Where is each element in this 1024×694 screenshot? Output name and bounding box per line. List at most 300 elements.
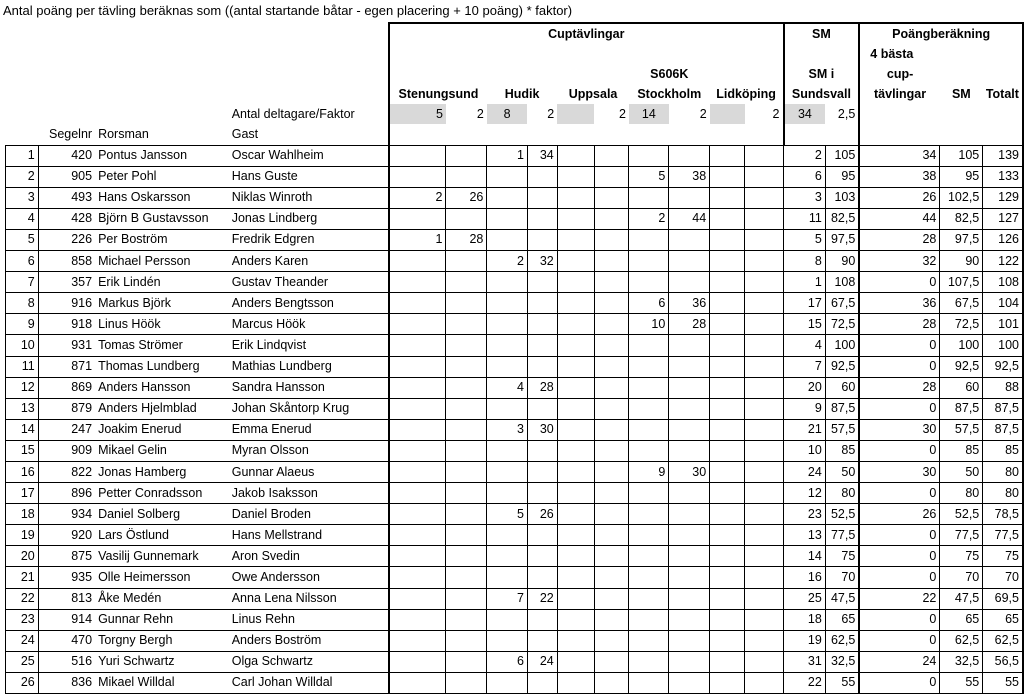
gast-cell: Olga Schwartz xyxy=(229,651,389,672)
sm-points-cell: 67,5 xyxy=(940,293,983,314)
sm-points-cell: 85 xyxy=(940,440,983,461)
sm-points-cell: 92,5 xyxy=(940,356,983,377)
rorsman-header: Rorsman xyxy=(98,127,149,142)
cup-points-cell: 0 xyxy=(859,609,940,630)
rank-cell: 6 xyxy=(6,251,39,272)
cup-points-cell: 28 xyxy=(859,314,940,335)
sthlm-score-cell xyxy=(669,567,710,588)
hudik-place-cell xyxy=(487,609,528,630)
rank-cell: 16 xyxy=(6,461,39,482)
table-row xyxy=(6,187,1024,208)
segelnr-cell: 493 xyxy=(38,187,95,208)
total-points-cell: 101 xyxy=(983,314,1023,335)
sm-points-cell: 77,5 xyxy=(940,525,983,546)
sthlm-n: 14 xyxy=(629,104,669,124)
rank-cell: 24 xyxy=(6,630,39,651)
sten-score-cell xyxy=(446,440,487,461)
lid-place-cell xyxy=(710,440,745,461)
gast-cell: Hans Guste xyxy=(229,166,389,187)
sten-place-cell xyxy=(389,672,446,693)
lid-score-cell xyxy=(745,567,784,588)
gast-cell: Daniel Broden xyxy=(229,504,389,525)
sm-points-cell: 32,5 xyxy=(940,651,983,672)
header-row-3 xyxy=(6,64,1024,84)
sten-score-cell xyxy=(446,398,487,419)
lid-place-cell xyxy=(710,588,745,609)
lid-place-cell xyxy=(710,419,745,440)
sthlm-score-cell xyxy=(669,335,710,356)
lid-place-cell xyxy=(710,398,745,419)
rank-cell: 5 xyxy=(6,229,39,250)
gast-cell: Jakob Isaksson xyxy=(229,483,389,504)
segelnr-cell: 247 xyxy=(38,419,95,440)
cup-points-cell: 28 xyxy=(859,377,940,398)
lid-score-cell xyxy=(745,145,784,166)
header-s606k: S606K xyxy=(650,66,689,81)
sten-score-cell xyxy=(446,525,487,546)
total-points-cell: 139 xyxy=(983,145,1023,166)
cup-points-cell: 28 xyxy=(859,229,940,250)
rank-cell: 8 xyxy=(6,293,39,314)
segelnr-header: Segelnr xyxy=(48,127,93,142)
rank-cell: 25 xyxy=(6,651,39,672)
sm-points-cell: 102,5 xyxy=(940,187,983,208)
sthlm-score-cell xyxy=(669,398,710,419)
sm-score-cell: 52,5 xyxy=(825,504,859,525)
lid-place-cell xyxy=(710,461,745,482)
sten-place-cell xyxy=(389,145,446,166)
sten-score-cell xyxy=(446,272,487,293)
lid-place-cell xyxy=(710,525,745,546)
upp-place-cell xyxy=(557,440,594,461)
total-points-cell: 127 xyxy=(983,208,1023,229)
cup-points-cell: 34 xyxy=(859,145,940,166)
cup-points-cell: 26 xyxy=(859,504,940,525)
rorsman-cell: Jonas Hamberg xyxy=(95,461,229,482)
sthlm-place-cell xyxy=(629,672,669,693)
total-points-cell: 108 xyxy=(983,272,1023,293)
total-points-cell: 122 xyxy=(983,251,1023,272)
sm-points-cell: 95 xyxy=(940,166,983,187)
total-points-cell: 87,5 xyxy=(983,419,1023,440)
sthlm-place-cell xyxy=(629,272,669,293)
lid-place-cell xyxy=(710,208,745,229)
cup-points-cell: 0 xyxy=(859,483,940,504)
gast-cell: Sandra Hansson xyxy=(229,377,389,398)
sten-place-cell xyxy=(389,419,446,440)
gast-cell: Owe Andersson xyxy=(229,567,389,588)
sm-place-cell: 14 xyxy=(784,546,826,567)
sthlm-place-cell: 9 xyxy=(629,461,669,482)
lid-score-cell xyxy=(745,504,784,525)
sm-points-cell: 55 xyxy=(940,672,983,693)
lid-place-cell xyxy=(710,272,745,293)
sm-points-cell: 50 xyxy=(940,461,983,482)
header-row-2 xyxy=(6,44,1024,64)
sm-points-cell: 65 xyxy=(940,609,983,630)
sten-place-cell xyxy=(389,546,446,567)
total-points-cell: 80 xyxy=(983,483,1023,504)
sm-score-cell: 55 xyxy=(825,672,859,693)
hudik-score-cell: 32 xyxy=(527,251,557,272)
gast-cell: Marcus Höök xyxy=(229,314,389,335)
sm-points-cell: 47,5 xyxy=(940,588,983,609)
hudik-score-cell xyxy=(527,609,557,630)
cup-points-cell: 24 xyxy=(859,651,940,672)
upp-score-cell xyxy=(594,272,629,293)
sthlm-place-cell xyxy=(629,229,669,250)
sthlm-place-cell xyxy=(629,145,669,166)
sten-place-cell xyxy=(389,567,446,588)
total-points-cell: 133 xyxy=(983,166,1023,187)
sthlm-place-cell xyxy=(629,525,669,546)
sthlm-score-cell: 30 xyxy=(669,461,710,482)
lid-place-cell xyxy=(710,229,745,250)
segelnr-cell: 935 xyxy=(38,567,95,588)
table-row xyxy=(6,145,1024,166)
total-points-cell: 88 xyxy=(983,377,1023,398)
upp-score-cell xyxy=(594,461,629,482)
sm-points-cell: 57,5 xyxy=(940,419,983,440)
table-row xyxy=(6,483,1024,504)
segelnr-cell: 357 xyxy=(38,272,95,293)
upp-place-cell xyxy=(557,335,594,356)
upp-score-cell xyxy=(594,419,629,440)
segelnr-cell: 914 xyxy=(38,609,95,630)
antal-faktor-label: Antal deltagare/Faktor xyxy=(231,106,355,121)
sm-place-cell: 25 xyxy=(784,588,826,609)
rank-cell: 21 xyxy=(6,567,39,588)
upp-score-cell xyxy=(594,588,629,609)
sthlm-place-cell xyxy=(629,609,669,630)
rank-cell: 26 xyxy=(6,672,39,693)
rorsman-cell: Petter Conradsson xyxy=(95,483,229,504)
total-points-cell: 69,5 xyxy=(983,588,1023,609)
hudik-score-cell: 24 xyxy=(527,651,557,672)
table-row xyxy=(6,567,1024,588)
lid-place-cell xyxy=(710,630,745,651)
upp-place-cell xyxy=(557,609,594,630)
hudik-score-cell: 34 xyxy=(527,145,557,166)
rank-cell: 18 xyxy=(6,504,39,525)
sthlm-score-cell xyxy=(669,440,710,461)
hudik-place-cell xyxy=(487,272,528,293)
upp-place-cell xyxy=(557,588,594,609)
upp-place-cell xyxy=(557,525,594,546)
sten-place-cell xyxy=(389,314,446,335)
cup-points-cell: 0 xyxy=(859,398,940,419)
hudik-place-cell xyxy=(487,187,528,208)
sm-points-cell: 97,5 xyxy=(940,229,983,250)
upp-place-cell xyxy=(557,272,594,293)
rorsman-cell: Joakim Enerud xyxy=(95,419,229,440)
lid-score-cell xyxy=(745,609,784,630)
sten-place-cell xyxy=(389,293,446,314)
gast-cell: Hans Mellstrand xyxy=(229,525,389,546)
sm-place-cell: 2 xyxy=(784,145,826,166)
hudik-place-cell xyxy=(487,630,528,651)
hudik-score-cell xyxy=(527,187,557,208)
sm-place-cell: 1 xyxy=(784,272,826,293)
sm-score-cell: 60 xyxy=(825,377,859,398)
sten-score-cell xyxy=(446,145,487,166)
total-points-cell: 87,5 xyxy=(983,398,1023,419)
gast-cell: Mathias Lundberg xyxy=(229,356,389,377)
sten-score-cell xyxy=(446,293,487,314)
hudik-score-cell xyxy=(527,272,557,293)
rorsman-cell: Anders Hansson xyxy=(95,377,229,398)
total-points-cell: 129 xyxy=(983,187,1023,208)
sten-score-cell xyxy=(446,208,487,229)
upp-score-cell xyxy=(594,229,629,250)
sthlm-place-cell: 6 xyxy=(629,293,669,314)
cup-points-cell: 36 xyxy=(859,293,940,314)
sm-place-cell: 15 xyxy=(784,314,826,335)
total-points-cell: 75 xyxy=(983,546,1023,567)
hudik-place-cell: 1 xyxy=(487,145,528,166)
segelnr-cell: 916 xyxy=(38,293,95,314)
cup-points-cell: 0 xyxy=(859,567,940,588)
header-row-4 xyxy=(6,84,1024,104)
table-row xyxy=(6,314,1024,335)
sm-place-cell: 23 xyxy=(784,504,826,525)
sten-score-cell xyxy=(446,567,487,588)
rank-cell: 22 xyxy=(6,588,39,609)
upp-place-cell xyxy=(557,166,594,187)
header-cup: cup- xyxy=(859,64,940,84)
cup-points-cell: 32 xyxy=(859,251,940,272)
segelnr-cell: 428 xyxy=(38,208,95,229)
sthlm-place-cell: 2 xyxy=(629,208,669,229)
rorsman-cell: Mikael Gelin xyxy=(95,440,229,461)
sthlm-place-cell: 5 xyxy=(629,166,669,187)
sten-score-cell xyxy=(446,651,487,672)
sten-place-cell: 2 xyxy=(389,187,446,208)
cup-points-cell: 26 xyxy=(859,187,940,208)
sthlm-score-cell xyxy=(669,229,710,250)
hudik-place-cell: 7 xyxy=(487,588,528,609)
sm-points-cell: 100 xyxy=(940,335,983,356)
upp-score-cell xyxy=(594,166,629,187)
hudik-score-cell: 28 xyxy=(527,377,557,398)
sten-place-cell xyxy=(389,440,446,461)
sten-place-cell xyxy=(389,525,446,546)
sthlm-place-cell xyxy=(629,630,669,651)
hudik-place-cell xyxy=(487,335,528,356)
sten-place-cell xyxy=(389,272,446,293)
rank-cell: 15 xyxy=(6,440,39,461)
sten-score-cell xyxy=(446,377,487,398)
table-row xyxy=(6,398,1024,419)
sten-score-cell: 28 xyxy=(446,229,487,250)
lid-f: 2 xyxy=(772,106,780,121)
upp-score-cell xyxy=(594,651,629,672)
sm-place-cell: 22 xyxy=(784,672,826,693)
sten-score-cell xyxy=(446,588,487,609)
sthlm-place-cell xyxy=(629,335,669,356)
lid-score-cell xyxy=(745,630,784,651)
column-label-row xyxy=(6,124,1024,145)
rorsman-cell: Lars Östlund xyxy=(95,525,229,546)
sm-score-cell: 32,5 xyxy=(825,651,859,672)
hudik-score-cell xyxy=(527,461,557,482)
sthlm-score-cell xyxy=(669,672,710,693)
rank-cell: 11 xyxy=(6,356,39,377)
lid-score-cell xyxy=(745,398,784,419)
sthlm-place-cell xyxy=(629,377,669,398)
rorsman-cell: Anders Hjelmblad xyxy=(95,398,229,419)
sm-points-cell: 80 xyxy=(940,483,983,504)
rorsman-cell: Yuri Schwartz xyxy=(95,651,229,672)
sthlm-place-cell xyxy=(629,251,669,272)
rorsman-cell: Markus Björk xyxy=(95,293,229,314)
sten-score-cell: 26 xyxy=(446,187,487,208)
upp-f: 2 xyxy=(618,106,626,121)
sten-score-cell xyxy=(446,461,487,482)
sthlm-score-cell xyxy=(669,251,710,272)
upp-score-cell xyxy=(594,567,629,588)
sten-score-cell xyxy=(446,419,487,440)
segelnr-cell: 920 xyxy=(38,525,95,546)
rorsman-cell: Daniel Solberg xyxy=(95,504,229,525)
upp-place-cell xyxy=(557,567,594,588)
table-row xyxy=(6,440,1024,461)
sthlm-score-cell xyxy=(669,630,710,651)
hudik-score-cell: 26 xyxy=(527,504,557,525)
sten-n: 5 xyxy=(389,104,446,124)
sm-score-cell: 108 xyxy=(825,272,859,293)
upp-score-cell xyxy=(594,440,629,461)
segelnr-cell: 896 xyxy=(38,483,95,504)
sm-f: 2,5 xyxy=(837,106,856,121)
sthlm-place-cell xyxy=(629,398,669,419)
sthlm-place-cell xyxy=(629,651,669,672)
rank-cell: 9 xyxy=(6,314,39,335)
sthlm-score-cell xyxy=(669,651,710,672)
sm-score-cell: 77,5 xyxy=(825,525,859,546)
sm-score-cell: 95 xyxy=(825,166,859,187)
hudik-place-cell: 5 xyxy=(487,504,528,525)
sthlm-place-cell xyxy=(629,356,669,377)
table-row xyxy=(6,293,1024,314)
table-row xyxy=(6,672,1024,693)
lid-place-cell xyxy=(710,546,745,567)
sm-score-cell: 47,5 xyxy=(825,588,859,609)
segelnr-cell: 905 xyxy=(38,166,95,187)
sthlm-score-cell: 44 xyxy=(669,208,710,229)
lid-place-cell xyxy=(710,335,745,356)
sthlm-place-cell: 10 xyxy=(629,314,669,335)
sm-score-cell: 90 xyxy=(825,251,859,272)
sm-points-cell: 70 xyxy=(940,567,983,588)
rorsman-cell: Erik Lindén xyxy=(95,272,229,293)
sthlm-place-cell xyxy=(629,483,669,504)
segelnr-cell: 420 xyxy=(38,145,95,166)
header-stockholm: Stockholm xyxy=(637,86,702,101)
segelnr-cell: 516 xyxy=(38,651,95,672)
rank-cell: 19 xyxy=(6,525,39,546)
hudik-place-cell xyxy=(487,398,528,419)
sthlm-score-cell: 38 xyxy=(669,166,710,187)
sten-place-cell xyxy=(389,398,446,419)
lid-score-cell xyxy=(745,251,784,272)
sten-place-cell xyxy=(389,461,446,482)
rorsman-cell: Thomas Lundberg xyxy=(95,356,229,377)
sm-place-cell: 20 xyxy=(784,377,826,398)
cup-points-cell: 0 xyxy=(859,525,940,546)
total-points-cell: 80 xyxy=(983,461,1023,482)
gast-cell: Gunnar Alaeus xyxy=(229,461,389,482)
cup-points-cell: 44 xyxy=(859,208,940,229)
segelnr-cell: 918 xyxy=(38,314,95,335)
sten-score-cell xyxy=(446,609,487,630)
hudik-score-cell xyxy=(527,356,557,377)
sthlm-score-cell: 36 xyxy=(669,293,710,314)
rank-cell: 23 xyxy=(6,609,39,630)
sm-score-cell: 100 xyxy=(825,335,859,356)
gast-cell: Myran Olsson xyxy=(229,440,389,461)
cup-points-cell: 22 xyxy=(859,588,940,609)
table-row xyxy=(6,272,1024,293)
upp-place-cell xyxy=(557,314,594,335)
segelnr-cell: 869 xyxy=(38,377,95,398)
lid-score-cell xyxy=(745,377,784,398)
sm-place-cell: 5 xyxy=(784,229,826,250)
lid-score-cell xyxy=(745,272,784,293)
lid-place-cell xyxy=(710,567,745,588)
sm-score-cell: 72,5 xyxy=(825,314,859,335)
sm-place-cell: 11 xyxy=(784,208,826,229)
lid-place-cell xyxy=(710,651,745,672)
header-sm: SM xyxy=(784,23,860,44)
header-sm-i: SM i xyxy=(784,64,860,84)
upp-score-cell xyxy=(594,251,629,272)
rorsman-cell: Vasilij Gunnemark xyxy=(95,546,229,567)
table-row xyxy=(6,588,1024,609)
header-tavlingar: tävlingar xyxy=(859,84,940,104)
sm-score-cell: 82,5 xyxy=(825,208,859,229)
sthlm-place-cell xyxy=(629,546,669,567)
gast-cell: Niklas Winroth xyxy=(229,187,389,208)
cup-points-cell: 30 xyxy=(859,419,940,440)
table-caption: Antal poäng per tävling beräknas som ((antal startande båtar - egen placering + 10 poäng) * faktor) xyxy=(3,3,573,18)
header-lidkoping: Lidköping xyxy=(716,86,776,101)
hudik-score-cell xyxy=(527,398,557,419)
gast-cell: Anders Karen xyxy=(229,251,389,272)
rorsman-cell: Åke Medén xyxy=(95,588,229,609)
sthlm-place-cell xyxy=(629,504,669,525)
total-points-cell: 56,5 xyxy=(983,651,1023,672)
rank-cell: 20 xyxy=(6,546,39,567)
rank-cell: 7 xyxy=(6,272,39,293)
sten-place-cell xyxy=(389,377,446,398)
lid-score-cell xyxy=(745,229,784,250)
sten-score-cell xyxy=(446,335,487,356)
sthlm-score-cell xyxy=(669,609,710,630)
gast-cell: Fredrik Edgren xyxy=(229,229,389,250)
sm-points-cell: 107,5 xyxy=(940,272,983,293)
sten-place-cell xyxy=(389,504,446,525)
upp-place-cell xyxy=(557,630,594,651)
sm-points-cell: 60 xyxy=(940,377,983,398)
cup-points-cell: 38 xyxy=(859,166,940,187)
rorsman-cell: Björn B Gustavsson xyxy=(95,208,229,229)
sm-points-cell: 72,5 xyxy=(940,314,983,335)
upp-score-cell xyxy=(594,525,629,546)
hudik-score-cell xyxy=(527,314,557,335)
lid-score-cell xyxy=(745,335,784,356)
sm-points-cell: 52,5 xyxy=(940,504,983,525)
